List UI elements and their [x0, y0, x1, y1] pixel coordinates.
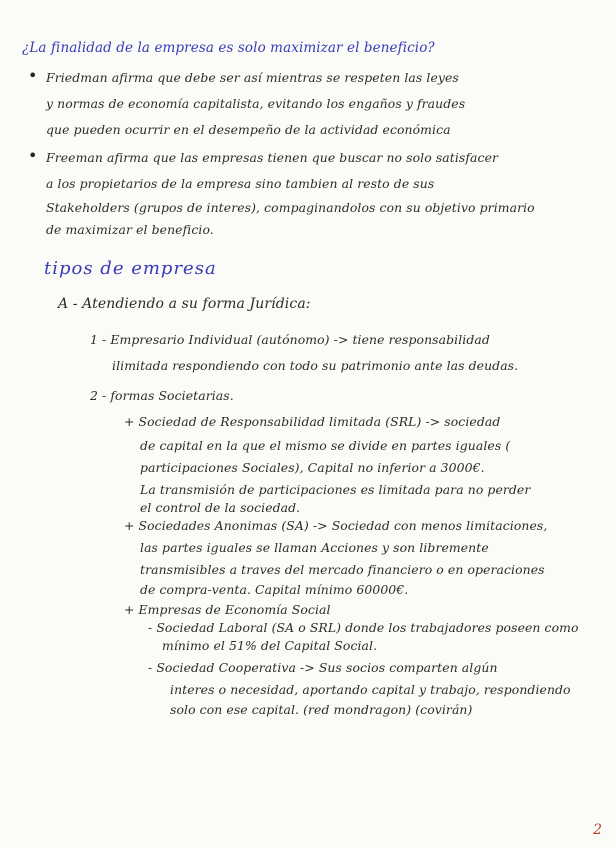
friedman-line-3: que pueden ocurrir en el desempeño de la actividad económica [46, 122, 451, 137]
sa-line-2: las partes iguales se llaman Acciones y son libremente [140, 540, 489, 555]
social-laboral-line-2: mínimo el 51% del Capital Social. [162, 638, 378, 653]
social-heading: + Empresas de Economía Social [124, 602, 331, 617]
social-coop-line-1: - Sociedad Cooperativa -> Sus socios comparten algún [148, 660, 498, 675]
item1-line-2: ilimitada respondiendo con todo su patrimonio ante las deudas. [112, 358, 519, 373]
item1-line-1: 1 - Empresario Individual (autónomo) -> tiene responsabilidad [90, 332, 490, 347]
freeman-line-2: a los propietarios de la empresa sino tambien al resto de sus [46, 176, 435, 191]
social-coop-line-3: solo con ese capital. (red mondragon) (covirán) [170, 702, 473, 717]
freeman-line-3: Stakeholders (grupos de interes), compaginandolos con su objetivo primario [46, 200, 535, 215]
social-laboral-line-1: - Sociedad Laboral (SA o SRL) donde los trabajadores poseen como [148, 620, 579, 635]
bullet-dot: • [28, 146, 38, 165]
srl-line-3: participaciones Sociales), Capital no inferior a 3000€. [140, 460, 485, 475]
section-title: tipos de empresa [44, 258, 217, 279]
freeman-line-1: Freeman afirma que las empresas tienen que buscar no solo satisfacer [46, 150, 499, 165]
question-heading: ¿La finalidad de la empresa es solo maximizar el beneficio? [22, 40, 435, 56]
sa-line-1: + Sociedades Anonimas (SA) -> Sociedad con menos limitaciones, [124, 518, 548, 533]
sa-line-4: de compra-venta. Capital mínimo 60000€. [140, 582, 409, 597]
bullet-dot: • [28, 66, 38, 85]
srl-line-4: La transmisión de participaciones es limitada para no perder [140, 482, 531, 497]
srl-line-1: + Sociedad de Responsabilidad limitada (SRL) -> sociedad [124, 414, 501, 429]
srl-line-5: el control de la sociedad. [140, 500, 301, 515]
social-coop-line-2: interes o necesidad, aportando capital y trabajo, respondiendo [170, 682, 571, 697]
friedman-line-2: y normas de economía capitalista, evitando los engaños y fraudes [46, 96, 466, 111]
srl-line-2: de capital en la que el mismo se divide en partes iguales ( [140, 438, 511, 453]
friedman-line-1: Friedman afirma que debe ser así mientras se respeten las leyes [46, 70, 459, 85]
section-a-heading: A - Atendiendo a su forma Jurídica: [58, 296, 311, 312]
freeman-line-4: de maximizar el beneficio. [46, 222, 214, 237]
page-number: 2 [593, 822, 602, 838]
sa-line-3: transmisibles a traves del mercado financiero o en operaciones [140, 562, 545, 577]
item2-heading: 2 - formas Societarias. [90, 388, 234, 403]
